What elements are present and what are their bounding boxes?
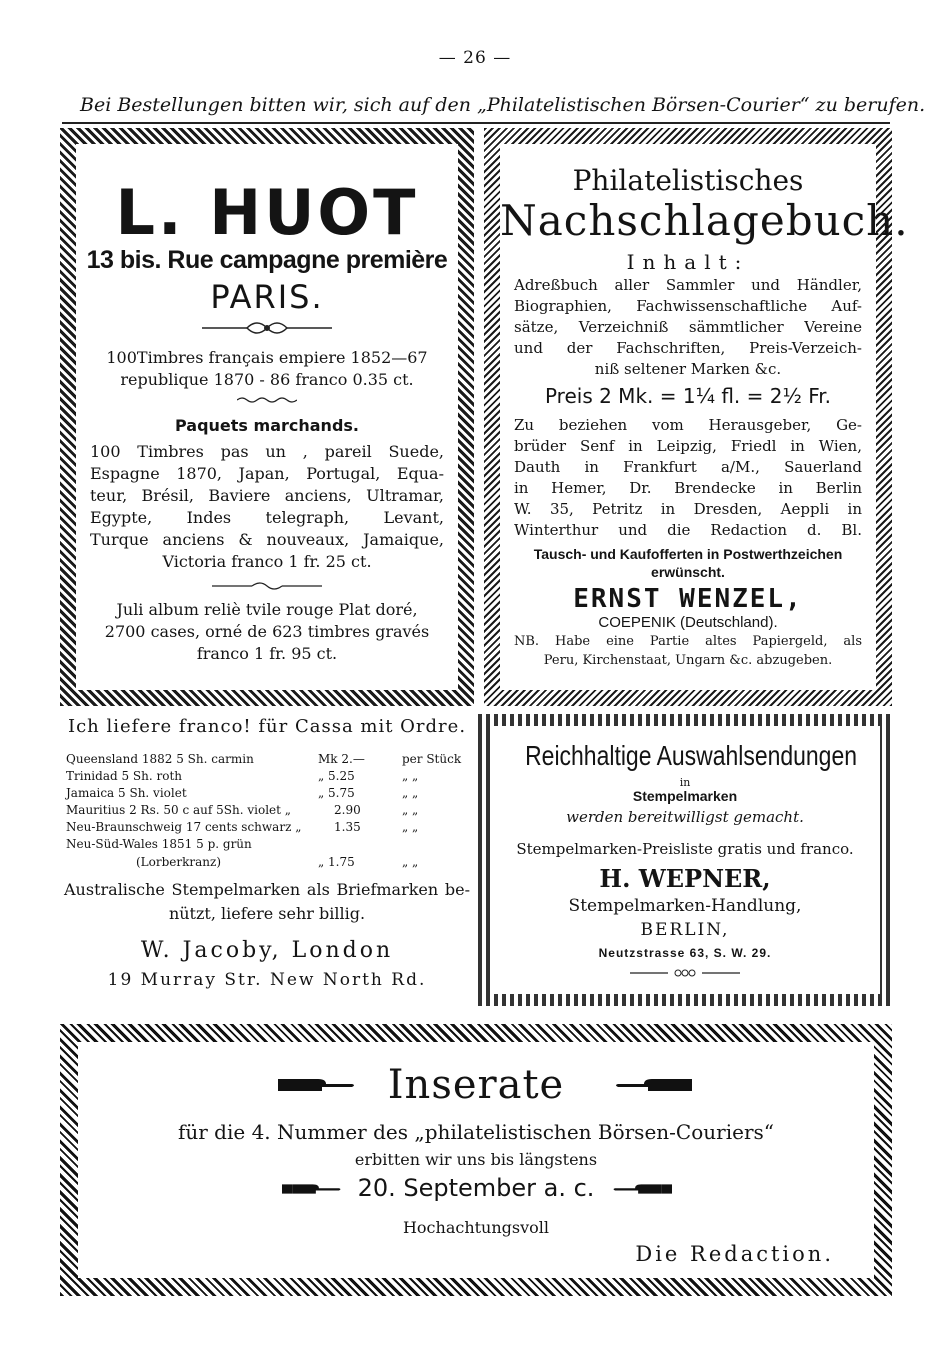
nachschlagebuch-source-line-4: in Hemer, Dr. Brendecke in Berlin [514, 479, 862, 497]
nachschlagebuch-contents-line-3: sätze, Verzeichniß sämmtlicher Vereine [514, 318, 862, 336]
huot-packet-line-2: Espagne 1870, Japan, Portugal, Equa- [90, 464, 444, 483]
huot-offer-line-1: 100Timbres français empiere 1852—67 [106, 348, 428, 367]
wepner-pricelist: Stempelmarken-Preisliste gratis und franco. [516, 840, 854, 858]
huot-album-line-3: franco 1 fr. 95 ct. [196, 644, 338, 663]
pointing-hand-left-icon [614, 1076, 692, 1094]
wepner-ad-frame [478, 714, 892, 1006]
wepner-city: BERLIN, [640, 920, 730, 940]
nachschlagebuch-dealer-name: ERNST WENZEL, [573, 584, 803, 614]
price-row-price: „ 5.25 [318, 769, 355, 783]
price-row-item: (Lorberkranz) [136, 855, 222, 869]
ornament-divider-icon [212, 580, 322, 592]
wepner-business: Stempelmarken-Handlung, [568, 896, 802, 916]
price-row-unit: „ „ [402, 820, 419, 834]
wepner-address: Neutzstrasse 63, S. W. 29. [598, 946, 772, 960]
inserate-greeting: Hochachtungsvoll [402, 1218, 550, 1237]
huot-ad-frame [60, 128, 474, 706]
huot-album-line-1: Juli album reliè tvile rouge Plat doré, [116, 600, 418, 619]
price-row-price: 1.35 [334, 820, 361, 834]
ornament-divider-icon [202, 318, 332, 338]
nachschlagebuch-source-line-1: Zu beziehen vom Herausgeber, Ge- [514, 416, 862, 434]
nachschlagebuch-source-line-2: brüder Senf in Leipzig, Friedl in Wien, [514, 437, 862, 455]
jacoby-intro: Ich liefere franco! für Cassa mit Ordre. [67, 716, 467, 737]
nachschlagebuch-title-line-2: Nachschlagebuch. [500, 196, 909, 245]
jacoby-note-line-2: nützt, liefere sehr billig. [168, 904, 366, 923]
huot-street: 13 bis. Rue campagne première [86, 246, 448, 274]
huot-packet-line-4: Egypte, Indes telegraph, Levant, [90, 508, 444, 527]
price-row-price: 2.90 [334, 803, 361, 817]
huot-packet-line-1: 100 Timbres pas un , pareil Suede, [90, 442, 444, 461]
nachschlagebuch-title-line-1: Philatelistisches [572, 164, 804, 197]
huot-packet-line-3: teur, Brésil, Baviere anciens, Ultramar, [90, 486, 444, 505]
inserate-deadline: 20. September a. c. [357, 1174, 595, 1202]
huot-section-title: Paquets marchands. [174, 416, 359, 435]
nachschlagebuch-contents-line-2: Biographien, Fachwissenschaftliche Auf- [514, 297, 862, 315]
huot-album-line-2: 2700 cases, orné de 623 timbres gravés [104, 622, 430, 641]
wepner-name: H. WEPNER, [599, 864, 771, 893]
inserate-line-1: für die 4. Nummer des „philatelistischen Börsen-Couriers“ [177, 1120, 774, 1144]
wepner-subject: Stempelmarken [632, 788, 738, 804]
price-row-unit: „ „ [402, 786, 419, 800]
header-rule [62, 122, 890, 124]
nachschlagebuch-source-line-3: Dauth in Frankfurt a/M., Sauerland [514, 458, 862, 476]
page-number: — 26 — [438, 48, 512, 68]
jacoby-note-line-1: Australische Stempelmarken als Briefmarken be- [64, 880, 470, 899]
price-row-unit: per Stück [402, 752, 462, 766]
wave-divider-icon [237, 396, 297, 404]
nachschlagebuch-nb-line-2: Peru, Kirchenstaat, Ungarn &c. abzugeben. [543, 653, 833, 668]
inserate-title: Inserate [387, 1062, 565, 1108]
ornament-divider-icon [630, 968, 740, 978]
price-row-unit: „ „ [402, 803, 419, 817]
nachschlagebuch-ad-frame [484, 128, 909, 706]
inserate-line-2: erbitten wir uns bis längstens [354, 1150, 598, 1169]
header-note: Bei Bestellungen bitten wir, sich auf den „Philatelistischen Börsen-Courier“ zu berufen. [80, 94, 926, 116]
price-row-item: Neu-Braunschweig 17 cents schwarz „ [66, 820, 302, 834]
price-row-item: Mauritius 2 Rs. 50 c auf 5Sh. violet „ [66, 803, 291, 817]
jacoby-dealer-address: 19 Murray Str. New North Rd. [107, 970, 427, 990]
huot-offer-line-2: republique 1870 - 86 franco 0.35 ct. [120, 370, 414, 389]
huot-city: PARIS. [210, 278, 324, 316]
huot-packet-line-6: Victoria franco 1 fr. 25 ct. [162, 552, 372, 571]
nachschlagebuch-price: Preis 2 Mk. = 1¼ fl. = 2½ Fr. [544, 384, 832, 408]
huot-packet-line-5: Turque anciens & nouveaux, Jamaique, [90, 530, 444, 549]
nachschlagebuch-contents-label: Inhalt: [626, 250, 750, 274]
nachschlagebuch-source-line-5: W. 35, Petritz in Dresden, Aeppli in [514, 500, 862, 518]
nachschlagebuch-exchange-line-2: erwünscht. [651, 564, 725, 580]
price-row-item: Trinidad 5 Sh. roth [66, 769, 183, 783]
huot-name: L. HUOT [115, 176, 419, 249]
price-row-unit: „ „ [402, 769, 419, 783]
wepner-title: Reichhaltige Auswahlsendungen [525, 740, 857, 771]
price-row-price: „ 1.75 [318, 855, 355, 869]
wepner-note: werden bereitwilligst gemacht. [566, 808, 804, 826]
price-row-item: Neu-Süd-Wales 1851 5 p. grün [66, 837, 252, 851]
price-row-price: Mk 2.— [318, 752, 365, 766]
nachschlagebuch-source-line-6: Winterthur und die Redaction d. Bl. [514, 521, 862, 539]
jacoby-ad [60, 712, 474, 1012]
pointing-hand-left-icon [612, 1182, 672, 1196]
inserate-signature: Die Redaction. [635, 1242, 834, 1266]
nachschlagebuch-contents-line-1: Adreßbuch aller Sammler und Händler, [514, 276, 862, 294]
jacoby-dealer-name: W. Jacoby, London [140, 938, 394, 963]
nachschlagebuch-contents-line-4: und der Fachschriften, Preis-Verzeich- [514, 339, 862, 357]
price-row-price: „ 5.75 [318, 786, 355, 800]
inserate-frame [60, 1024, 892, 1296]
nachschlagebuch-contents-line-5: niß seltener Marken &c. [594, 360, 782, 378]
price-row-item: Jamaica 5 Sh. violet [66, 786, 187, 800]
nachschlagebuch-nb-line-1: NB. Habe eine Partie altes Papiergeld, als [514, 634, 862, 649]
price-row-item: Queensland 1882 5 Sh. carmin [66, 752, 254, 766]
wepner-in-label: in [679, 776, 691, 789]
price-row-unit: „ „ [402, 855, 419, 869]
nachschlagebuch-exchange-line-1: Tausch- und Kaufofferten in Postwerthzeichen [533, 546, 843, 562]
nachschlagebuch-dealer-place: COEPENIK (Deutschland). [598, 614, 778, 631]
